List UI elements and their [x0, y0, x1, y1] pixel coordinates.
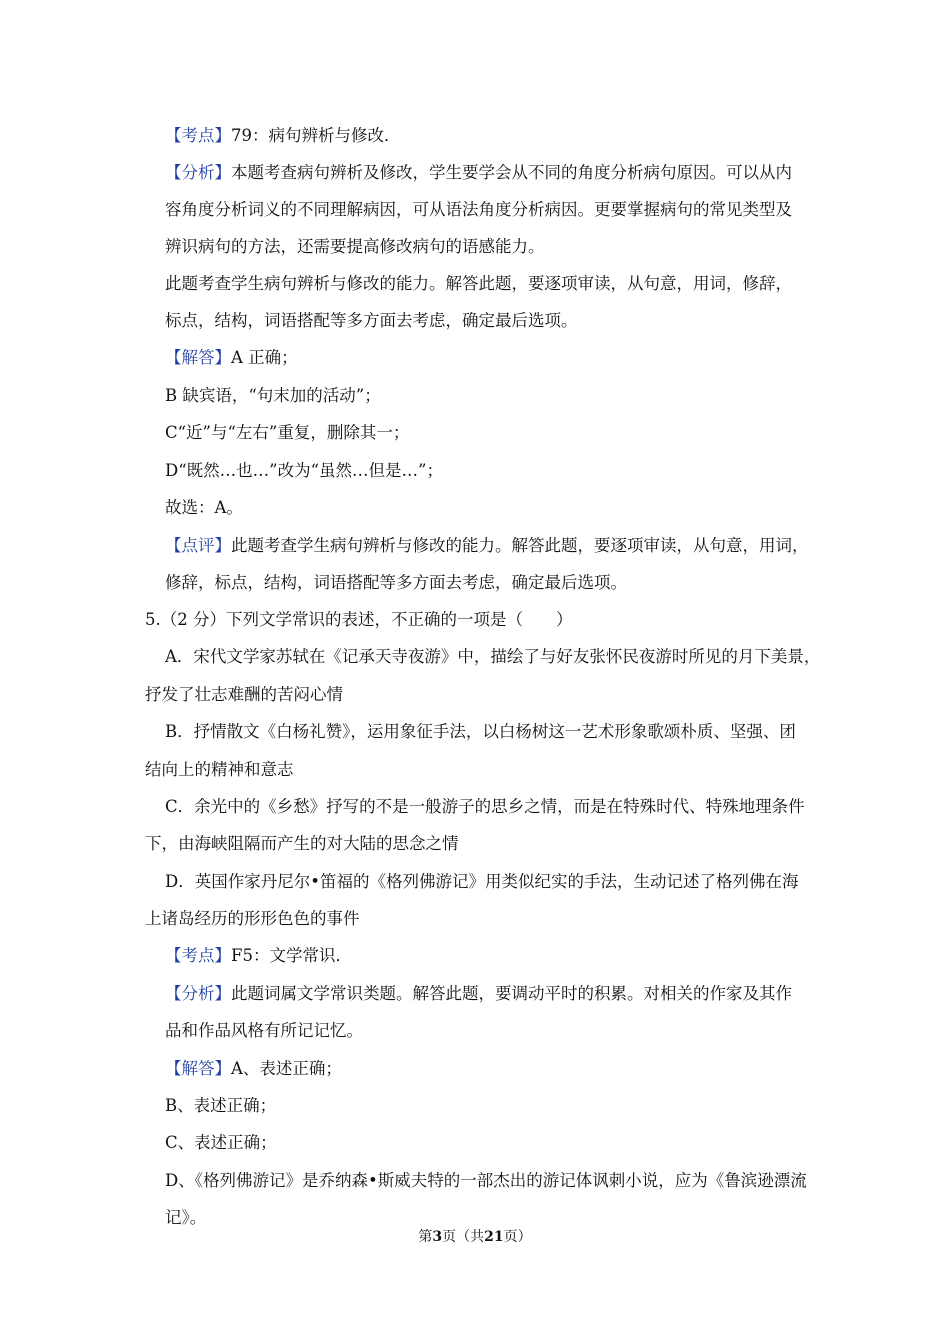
footer-suffix: 页）: [503, 1229, 532, 1245]
q4-jieda-selection: 故选：A。: [165, 498, 243, 517]
q4-fenxi-line-5: 标点，结构，词语搭配等多方面去考虑，确定最后选项。: [165, 311, 578, 330]
q4-fenxi-line-4: 此题考查学生病句辨析与修改的能力。解答此题，要逐项审读，从句意，用词，修辞，: [165, 274, 792, 293]
kaodian-tag: 【考点】: [165, 946, 231, 965]
fenxi-text: 本题考查病句辨析及修改，学生要学会从不同的角度分析病句原因。可以从内: [231, 163, 792, 182]
q4-kaodian-line: [165, 125, 401, 147]
q4-fenxi-line-2: 容角度分析词义的不同理解病因，可从语法角度分析病因。更要掌握病句的常见类型及: [165, 200, 792, 219]
footer-prefix: 第: [418, 1229, 433, 1245]
q4-fenxi-line-1: [165, 162, 792, 184]
q4-fenxi-line-3: 辨识病句的方法，还需要提高修改病句的语感能力。: [165, 237, 545, 256]
page-footer: [0, 1228, 950, 1246]
footer-total-pages: 21: [484, 1229, 504, 1245]
q5-option-c-line-1: C．余光中的《乡愁》抒写的不是一般游子的思乡之情，而是在特殊时代、特殊地理条件: [165, 797, 805, 816]
q5-jieda-c: C、表述正确；: [165, 1133, 277, 1152]
fenxi-text: 此题词属文学常识类题。解答此题，要调动平时的积累。对相关的作家及其作: [231, 984, 792, 1003]
q5-fenxi-line-1: [165, 983, 792, 1005]
q5-jieda-d-line-1: D、《格列佛游记》是乔纳森•斯威夫特的一部杰出的游记体讽刺小说，应为《鲁滨逊漂流: [165, 1171, 807, 1190]
kaodian-tag: 【考点】: [165, 126, 231, 145]
q4-jieda-d: D“既然…也…”改为“虽然…但是…”；: [165, 461, 443, 480]
jieda-tag: 【解答】: [165, 1059, 231, 1078]
kaodian-text: 79：病句辨析与修改．: [231, 126, 401, 145]
q4-dianping-line-1: [165, 535, 809, 557]
q5-option-c-line-2: 下，由海峡阻隔而产生的对大陆的思念之情: [145, 834, 459, 853]
footer-page-number: 3: [432, 1229, 443, 1245]
fenxi-tag: 【分析】: [165, 984, 231, 1003]
q4-dianping-line-2: 修辞，标点，结构，词语搭配等多方面去考虑，确定最后选项。: [165, 573, 627, 592]
q4-jieda-b: B 缺宾语，“句末加的活动”；: [165, 386, 381, 405]
q5-option-d-line-2: 上诸岛经历的形形色色的事件: [145, 909, 360, 928]
q5-jieda-d-line-2: 记》。: [165, 1208, 207, 1227]
jieda-text: A、表述正确；: [231, 1059, 342, 1078]
kaodian-text: F5：文学常识．: [231, 946, 352, 965]
jieda-tag: 【解答】: [165, 348, 231, 367]
q5-kaodian-line: [165, 945, 352, 967]
footer-mid: 页（共: [442, 1229, 485, 1245]
jieda-text: A 正确；: [231, 348, 298, 367]
q5-option-a-line-2: 抒发了壮志难酬的苦闷心情: [145, 685, 343, 704]
fenxi-tag: 【分析】: [165, 163, 231, 182]
q5-option-d-line-1: D．英国作家丹尼尔•笛福的《格列佛游记》用类似纪实的手法，生动记述了格列佛在海: [165, 872, 799, 891]
q5-option-b-line-1: B．抒情散文《白杨礼赞》，运用象征手法，以白杨树这一艺术形象歌颂朴质、坚强、团: [165, 722, 796, 741]
q5-option-b-line-2: 结向上的精神和意志: [145, 760, 294, 779]
q5-option-a-line-1: A．宋代文学家苏轼在《记承天寺夜游》中，描绘了与好友张怀民夜游时所见的月下美景，: [165, 647, 821, 666]
q4-jieda-line: [165, 347, 298, 369]
q5-jieda-b: B、表述正确；: [165, 1096, 277, 1115]
dianping-text: 此题考查学生病句辨析与修改的能力。解答此题，要逐项审读，从句意，用词，: [231, 536, 809, 555]
q5-stem: 5.（2 分）下列文学常识的表述，不正确的一项是（ ）: [145, 610, 573, 629]
q5-jieda-line: [165, 1058, 342, 1080]
dianping-tag: 【点评】: [165, 536, 231, 555]
q5-fenxi-line-2: 品和作品风格有所记记忆。: [165, 1021, 363, 1040]
q4-jieda-c: C“近”与“左右”重复，删除其一；: [165, 423, 410, 442]
